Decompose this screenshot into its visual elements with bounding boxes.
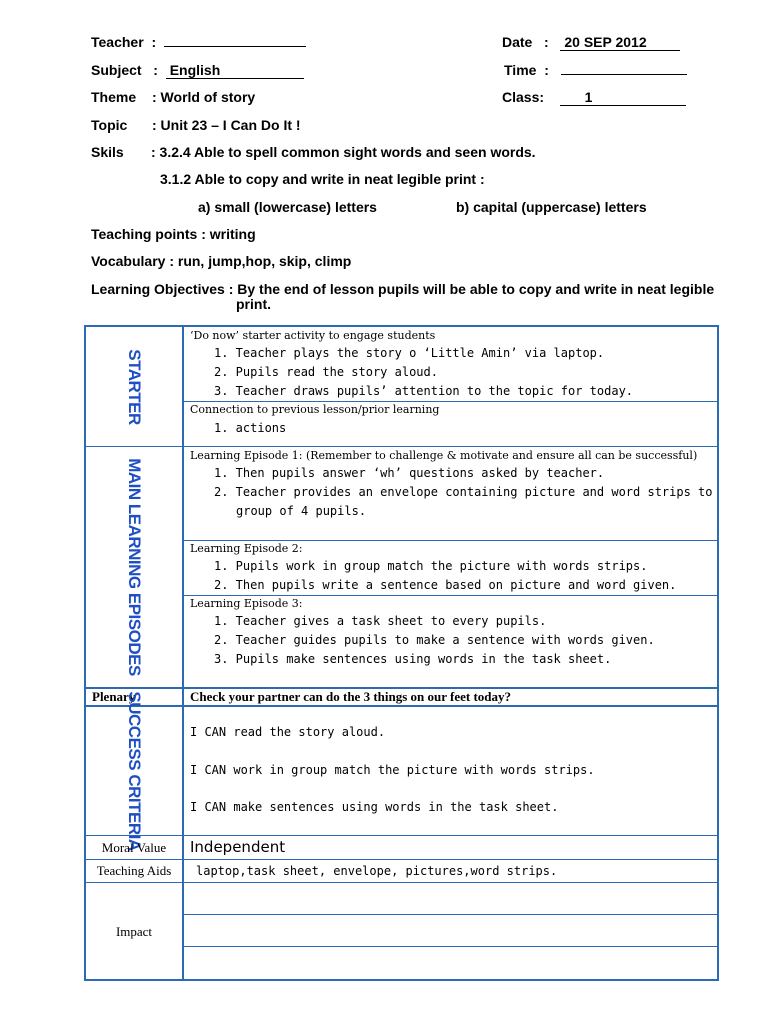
list-item: 2. Teacher guides pupils to make a sentence with words given.	[214, 633, 655, 647]
episode1-heading: Learning Episode 1: (Remember to challenge & motivate and ensure all can be successful)	[190, 449, 698, 462]
topic-label: Topic	[91, 117, 128, 133]
class-label: Class:	[502, 89, 545, 105]
time-label: Time	[504, 62, 537, 78]
subject-label: Subject	[91, 62, 142, 78]
lesson-table	[84, 325, 719, 981]
list-item: 1. Then pupils answer ‘wh’ questions asked by teacher.	[214, 466, 605, 480]
plenary-label: Plenary	[92, 689, 136, 704]
list-item: group of 4 pupils.	[236, 504, 367, 518]
skill-1: : 3.2.4 Able to spell common sight words and seen words.	[151, 144, 536, 160]
list-item: 3. Pupils make sentences using words in the task sheet.	[214, 652, 612, 666]
list-item: 1. Pupils work in group match the picture with words strips.	[214, 559, 648, 573]
moral-value-label: Moral Value	[101, 840, 167, 855]
list-item: I CAN make sentences using words in the task sheet.	[190, 800, 559, 814]
connection-heading: Connection to previous lesson/prior learning	[190, 403, 440, 416]
list-item: 2. Teacher provides an envelope containing picture and word strips to	[214, 485, 713, 499]
skill-2: 3.1.2 Able to copy and write in neat legible print :	[160, 171, 485, 187]
impact-label: Impact	[115, 924, 153, 939]
moral-value: Independent	[190, 838, 286, 856]
class-field: 1	[560, 89, 686, 106]
impact-row-3[interactable]	[184, 948, 719, 979]
starter-label: STARTER	[125, 348, 144, 425]
topic-row	[91, 117, 301, 133]
subject-row: Subject : English	[91, 62, 304, 79]
starter-label-cell	[86, 327, 182, 446]
list-item: 3. Teacher draws pupils’ attention to the topic for today.	[214, 384, 634, 398]
main-episodes-label: MAIN LEARNING EPISODES	[125, 458, 144, 676]
plenary-text: Check your partner can do the 3 things on our feet today?	[190, 689, 512, 704]
list-item: 2. Pupils read the story aloud.	[214, 365, 438, 379]
teaching-points: Teaching points : writing	[91, 226, 256, 242]
list-item: I CAN read the story aloud.	[190, 725, 386, 739]
episode2-heading: Learning Episode 2:	[190, 542, 303, 555]
list-item: 1. Teacher plays the story o ‘Little Amin’ via laptop.	[214, 346, 605, 360]
time-field	[561, 74, 687, 75]
skill-2b: b) capital (uppercase) letters	[456, 199, 647, 215]
episode3-heading: Learning Episode 3:	[190, 597, 303, 610]
theme-row	[91, 89, 256, 105]
date-row: Date : 20 SEP 2012	[502, 34, 680, 51]
list-item: I CAN work in group match the picture with words strips.	[190, 763, 595, 777]
topic-value: : Unit 23 – I Can Do It !	[152, 117, 301, 133]
teaching-aids-value: laptop,task sheet, envelope, pictures,word strips.	[196, 864, 558, 878]
date-label: Date	[502, 34, 533, 50]
class-row	[502, 89, 686, 106]
starter-heading: ‘Do now’ starter activity to engage students	[190, 329, 436, 342]
skills-label: Skils	[91, 144, 124, 160]
teacher-label: Teacher	[91, 34, 144, 50]
success-criteria-label: SUCCESS CRITERIA	[125, 691, 144, 851]
subject-field: English	[166, 62, 304, 79]
learning-objectives: Learning Objectives : By the end of lesson pupils will be able to copy and write in neat legible	[91, 281, 715, 297]
impact-row-2[interactable]	[184, 916, 719, 946]
theme-label: Theme	[91, 89, 137, 105]
list-item: 2. Then pupils write a sentence based on picture and word given.	[214, 578, 677, 592]
theme-value: : World of story	[152, 89, 256, 105]
list-item: 1. actions	[214, 421, 287, 435]
skill-2a: a) small (lowercase) letters	[198, 199, 377, 215]
main-episodes-label-cell	[86, 447, 182, 687]
impact-row-1[interactable]	[184, 884, 719, 914]
date-field: 20 SEP 2012	[560, 34, 680, 51]
list-item: 1. Teacher gives a task sheet to every pupils.	[214, 614, 547, 628]
teaching-aids-label: Teaching Aids	[96, 863, 172, 878]
time-row: Time :	[504, 62, 687, 78]
learning-objectives-cont: print.	[236, 296, 271, 312]
vocabulary: Vocabulary : run, jump,hop, skip, climp	[91, 253, 352, 269]
teacher-field	[164, 46, 306, 47]
teacher-row: Teacher :	[91, 34, 306, 50]
